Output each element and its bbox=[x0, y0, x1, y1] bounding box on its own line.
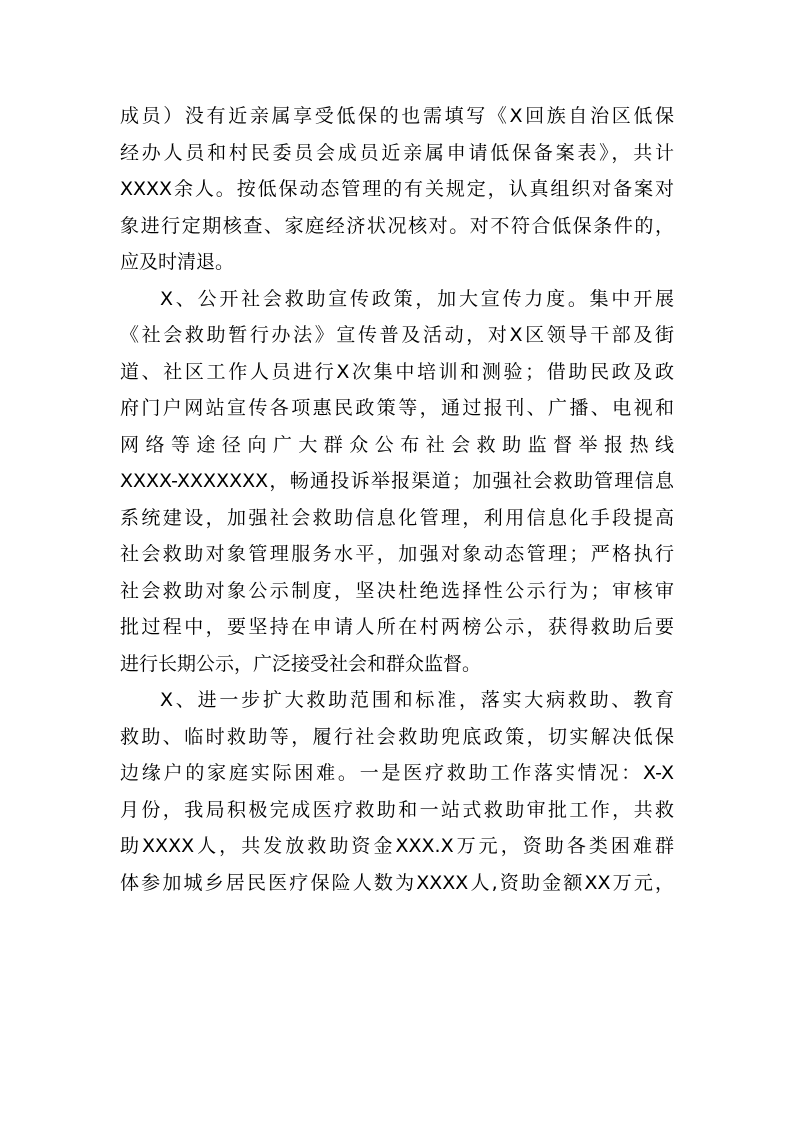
text-line: 批过程中，要坚持在申请人所在村两榜公示，获得救助后要 bbox=[120, 616, 674, 638]
paragraph-2 bbox=[120, 281, 674, 683]
text-line: XXXX-XXXXXXX，畅通投诉举报渠道；加强社会救助管理信息 bbox=[120, 470, 674, 492]
text-line: 应及时清退。 bbox=[120, 251, 235, 273]
text-line: X、进一步扩大救助范围和标准，落实大病救助、教育 bbox=[160, 689, 674, 711]
text-line: XXXX余人。按低保动态管理的有关规定，认真组织对备案对 bbox=[120, 178, 674, 200]
text-line: 成员）没有近亲属享受低保的也需填写《X回族自治区低保 bbox=[120, 105, 674, 127]
text-line: 体参加城乡居民医疗保险人数为XXXX人,资助金额XX万元， bbox=[120, 871, 674, 894]
text-line: 经办人员和村民委员会成员近亲属申请低保备案表》，共计 bbox=[120, 141, 674, 164]
text-line: 助XXXX人，共发放救助资金XXX.X万元，资助各类困难群 bbox=[120, 835, 674, 857]
text-line: 《社会救助暂行办法》宣传普及活动，对X区领导干部及街 bbox=[120, 324, 674, 346]
text-line: 社会救助对象管理服务水平，加强对象动态管理；严格执行 bbox=[120, 543, 674, 565]
text-line: 象进行定期核查、家庭经济状况核对。对不符合低保条件的， bbox=[120, 214, 674, 237]
document-body bbox=[120, 98, 674, 901]
text-line: 社会救助对象公示制度，坚决杜绝选择性公示行为；审核审 bbox=[120, 579, 674, 602]
paragraph-3 bbox=[120, 682, 674, 901]
text-line: 月份，我局积极完成医疗救助和一站式救助审批工作，共救 bbox=[120, 798, 674, 821]
text-line: 道、社区工作人员进行X次集中培训和测验；借助民政及政 bbox=[120, 360, 674, 383]
text-line: 救助、临时救助等，履行社会救助兜底政策，切实解决低保 bbox=[120, 725, 674, 748]
text-line: 府门户网站宣传各项惠民政策等，通过报刊、广播、电视和 bbox=[120, 397, 674, 419]
text-line: X、公开社会救助宣传政策，加大宣传力度。集中开展 bbox=[160, 287, 674, 310]
paragraph-1 bbox=[120, 98, 674, 281]
text-line: 网络等途径向广大群众公布社会救助监督举报热线 bbox=[120, 433, 674, 456]
text-line: 进行长期公示，广泛接受社会和群众监督。 bbox=[120, 652, 482, 675]
text-line: 系统建设，加强社会救助信息化管理，利用信息化手段提高 bbox=[120, 506, 674, 529]
text-line: 边缘户的家庭实际困难。一是医疗救助工作落实情况：X-X bbox=[120, 762, 674, 784]
